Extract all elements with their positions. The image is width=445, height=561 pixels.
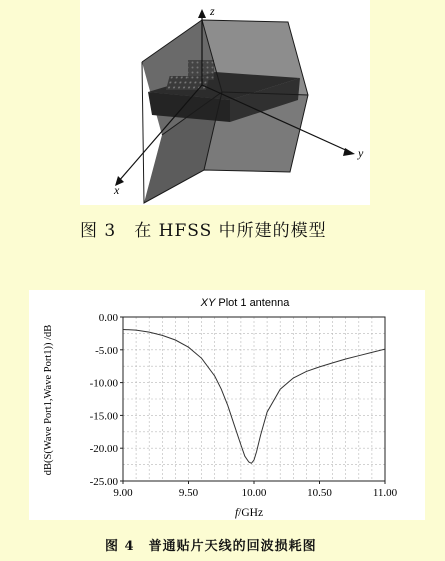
y-axis-title: dB(S(Wave Port1,Wave Port1)) /dB	[43, 324, 54, 476]
y-tick-label: -5.00	[95, 344, 118, 357]
chart-title-italic: XY	[200, 297, 216, 309]
hfss-model-image	[80, 0, 370, 205]
z-axis-label: z	[210, 4, 215, 18]
return-loss-figure	[29, 290, 425, 520]
y-tick-label: -25.00	[89, 476, 118, 488]
hfss-model-figure	[80, 0, 370, 205]
x-axis-title: f/GHz	[234, 507, 264, 519]
figure4-caption: 图 4 普通贴片天线的回波损耗图	[105, 539, 317, 554]
y-tick-label: -20.00	[89, 443, 118, 456]
figure3-caption: 图 3 在 HFSS 中所建的模型	[80, 221, 327, 241]
feed-region	[188, 60, 214, 80]
x-tick-label: 10.00	[241, 487, 267, 499]
chart-title-rest: Plot 1 antenna	[215, 297, 290, 309]
x-axis-label: x	[114, 183, 120, 197]
x-tick-label: 10.50	[307, 487, 332, 499]
chart-title	[200, 297, 291, 309]
return-loss-chart	[29, 290, 425, 520]
x-tick-label: 9.00	[113, 487, 133, 499]
x-tick-label: 11.00	[372, 487, 398, 499]
y-tick-label: 0.00	[98, 312, 118, 324]
y-tick-label: -10.00	[89, 377, 118, 390]
y-tick-label: -15.00	[89, 410, 118, 423]
y-axis-label: y	[358, 146, 364, 160]
x-tick-label: 9.50	[178, 487, 199, 499]
